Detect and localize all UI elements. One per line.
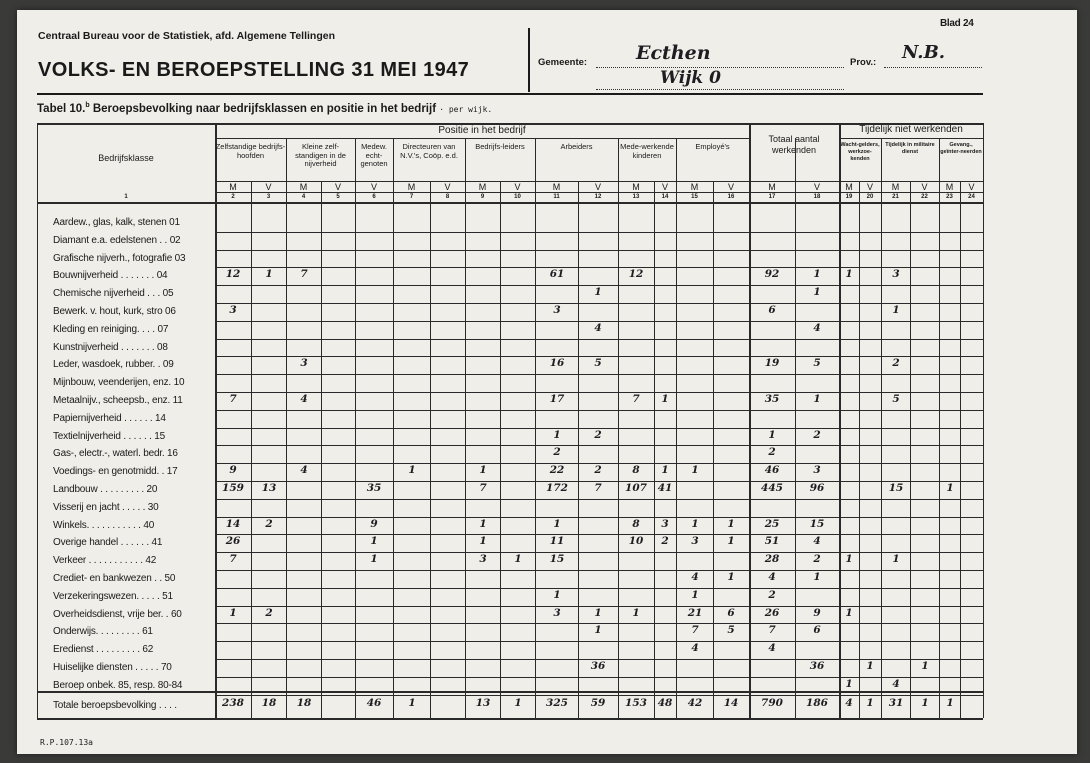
row-line	[215, 570, 983, 571]
row-label: Grafische nijverh., fotografie 03	[53, 253, 186, 264]
header-tijdelijk-group-1: Tijdelijk in militaire dienst	[885, 142, 935, 155]
table-cell: 107	[625, 482, 647, 494]
table-cell: 1	[229, 607, 237, 619]
row-label: Huiselijke diensten . . . . . 70	[53, 662, 172, 673]
row-label: Overheidsdienst, vrije ber. . 60	[53, 609, 182, 620]
total-cell: 1	[946, 697, 954, 709]
gemeente-value: Ecthen	[636, 42, 711, 64]
grid-line	[37, 202, 983, 204]
table-cell: 172	[546, 482, 568, 494]
mv-label: V	[514, 182, 521, 192]
header-group-2: Medew. echt-genoten	[360, 142, 388, 168]
table-cell: 5	[594, 357, 602, 369]
table-cell: 4	[813, 535, 821, 547]
table-cell: 96	[809, 482, 825, 494]
header-group-6: Mede-werkende kinderen	[620, 142, 674, 160]
table-cell: 25	[764, 518, 780, 530]
total-cell: 18	[261, 697, 277, 709]
column-number: 12	[594, 194, 602, 200]
total-cell: 1	[408, 697, 416, 709]
prov-value: N.B.	[902, 42, 946, 63]
table-title-text: Beroepsbevolking naar bedrijfsklassen en positie in het bedrijf	[89, 102, 437, 115]
mv-label: V	[866, 182, 873, 192]
table-cell: 26	[225, 535, 241, 547]
table-cell: 3	[479, 553, 487, 565]
table-cell: 7	[594, 482, 602, 494]
row-label: Overige handel . . . . . . 41	[53, 537, 163, 548]
table-cell: 7	[229, 393, 237, 405]
table-cell: 1	[479, 464, 487, 476]
table-left-border	[37, 123, 38, 718]
table-cell: 1	[691, 518, 699, 530]
table-cell: 17	[549, 393, 565, 405]
column-line	[960, 181, 961, 718]
column-line	[578, 181, 579, 718]
column-number: 3	[266, 194, 271, 200]
table-cell: 1	[553, 589, 561, 601]
table-cell: 11	[549, 535, 565, 547]
table-cell: 3	[813, 464, 821, 476]
total-cell: 1	[514, 697, 522, 709]
row-label: Metaalnijv., scheepsb., enz. 11	[53, 395, 183, 406]
table-title-sub: · per wijk.	[439, 104, 493, 114]
mv-label: M	[552, 182, 561, 192]
mv-label: V	[813, 182, 820, 192]
column-line	[839, 123, 841, 718]
table-cell: 1	[408, 464, 416, 476]
mv-label: M	[891, 182, 900, 192]
table-cell: 12	[225, 268, 241, 280]
mv-label: V	[727, 182, 734, 192]
total-cell: 48	[657, 697, 673, 709]
row-label: Textielnijverheid . . . . . . 15	[53, 431, 165, 442]
table-cell: 22	[549, 464, 565, 476]
row-label: Papiernijverheid . . . . . . 14	[53, 413, 166, 424]
table-cell: 4	[594, 322, 602, 334]
table-cell: 6	[768, 304, 776, 316]
mv-label: V	[444, 182, 451, 192]
total-cell: 790	[761, 697, 783, 709]
table-cell: 2	[553, 446, 561, 458]
table-cell: 445	[761, 482, 783, 494]
column-number: 13	[632, 194, 640, 200]
table-cell: 1	[813, 571, 821, 583]
table-cell: 1	[813, 286, 821, 298]
mv-label: V	[265, 182, 272, 192]
column-number: 24	[968, 194, 975, 200]
total-cell: 1	[866, 697, 874, 709]
total-row-label: Totale beroepsbevolking . . . .	[53, 700, 177, 711]
table-cell: 1	[661, 393, 669, 405]
table-cell: 7	[691, 624, 699, 636]
row-line	[215, 641, 983, 642]
table-cell: 4	[691, 642, 699, 654]
column-number: 9	[480, 194, 485, 200]
column-line	[654, 181, 655, 718]
row-line	[215, 677, 983, 678]
mv-label: V	[968, 182, 975, 192]
row-line	[215, 374, 983, 375]
table-cell: 1	[845, 553, 853, 565]
column-number: 8	[445, 194, 450, 200]
total-cell: 153	[625, 697, 647, 709]
row-label: Diamant e.a. edelstenen . . 02	[53, 235, 181, 246]
table-cell: 3	[691, 535, 699, 547]
row-line	[215, 250, 983, 251]
total-cell: 31	[888, 697, 904, 709]
table-cell: 1	[892, 553, 900, 565]
table-cell: 1	[691, 589, 699, 601]
table-cell: 2	[265, 518, 273, 530]
table-cell: 19	[764, 357, 780, 369]
grid-line	[37, 718, 983, 720]
total-cell: 4	[845, 697, 853, 709]
table-cell: 6	[813, 624, 821, 636]
header-tijdelijk-group-0: Wacht-gelders, werkzoe-kenden	[840, 142, 880, 162]
table-cell: 9	[229, 464, 237, 476]
header-tijdelijk-group-2: Gevang., geïnter-neerden	[940, 142, 982, 155]
mv-label: M	[299, 182, 308, 192]
row-label: Aardew., glas, kalk, stenen 01	[53, 217, 180, 228]
header-tijdelijk: Tijdelijk niet werkenden	[859, 124, 963, 135]
table-cell: 7	[632, 393, 640, 405]
column-number: 15	[691, 194, 698, 200]
row-line	[215, 445, 983, 446]
table-cell: 9	[370, 518, 378, 530]
row-label: Eredienst . . . . . . . . . 62	[53, 644, 154, 655]
table-cell: 1	[370, 553, 378, 565]
total-cell: 325	[546, 697, 568, 709]
table-cell: 6	[727, 607, 735, 619]
table-cell: 3	[553, 304, 561, 316]
mv-label: V	[334, 182, 341, 192]
column-line	[859, 181, 860, 718]
total-cell: 13	[475, 697, 491, 709]
table-cell: 7	[479, 482, 487, 494]
column-number: 22	[921, 194, 928, 200]
grid-line	[215, 192, 983, 193]
mv-label: M	[407, 182, 416, 192]
mv-label: M	[690, 182, 699, 192]
grid-line	[37, 691, 983, 693]
row-line	[215, 392, 983, 393]
mv-label: M	[632, 182, 640, 192]
table-cell: 1	[514, 553, 522, 565]
sheet-number: Blad 24	[940, 18, 974, 29]
mv-label: M	[845, 182, 853, 192]
column-line	[749, 123, 751, 718]
table-cell: 4	[300, 464, 308, 476]
column-number: 14	[661, 194, 669, 200]
table-cell: 8	[632, 464, 640, 476]
row-line	[215, 339, 983, 340]
prov-label: Prov.:	[850, 57, 877, 68]
table-cell: 3	[553, 607, 561, 619]
table-cell: 1	[921, 660, 929, 672]
column-number: 1	[124, 194, 128, 200]
column-line	[910, 181, 911, 718]
column-number: 11	[553, 194, 560, 200]
table-cell: 2	[661, 535, 669, 547]
column-number: 19	[845, 194, 853, 200]
row-line	[215, 552, 983, 553]
table-cell: 2	[892, 357, 900, 369]
total-cell: 59	[590, 697, 606, 709]
column-line	[321, 181, 322, 718]
row-label: Chemische nijverheid . . . 05	[53, 288, 174, 299]
header-group-1: Kleine zelf-standigen in de nijverheid	[295, 142, 346, 168]
column-number: 20	[866, 194, 874, 200]
header-bedrijfsklasse: Bedrijfsklasse	[98, 153, 154, 163]
row-line	[215, 517, 983, 518]
total-cell: 1	[921, 697, 929, 709]
table-cell: 4	[892, 678, 900, 690]
column-number: 4	[301, 194, 306, 200]
table-title-prefix: Tabel 10.	[37, 102, 86, 115]
total-cell: 238	[222, 697, 244, 709]
table-cell: 1	[946, 482, 954, 494]
total-cell: 14	[723, 697, 739, 709]
row-label: Kleding en reiniging. . . . 07	[53, 324, 169, 335]
column-number: 6	[372, 194, 376, 200]
table-cell: 1	[845, 607, 853, 619]
row-label: Beroep onbek. 85, resp. 80-84	[53, 680, 183, 691]
table-cell: 35	[764, 393, 780, 405]
table-cell: 1	[727, 571, 735, 583]
row-label: Mijnbouw, veenderijen, enz. 10	[53, 377, 185, 388]
table-cell: 12	[628, 268, 644, 280]
table-cell: 5	[727, 624, 735, 636]
table-cell: 1	[866, 660, 874, 672]
table-cell: 15	[549, 553, 565, 565]
total-cell: 18	[296, 697, 312, 709]
mv-label: V	[594, 182, 601, 192]
table-cell: 8	[632, 518, 640, 530]
table-cell: 21	[687, 607, 703, 619]
table-cell: 1	[892, 304, 900, 316]
table-cell: 51	[764, 535, 780, 547]
table-cell: 1	[845, 268, 853, 280]
table-cell: 1	[553, 429, 561, 441]
table-cell: 2	[768, 589, 776, 601]
table-cell: 4	[691, 571, 699, 583]
table-cell: 159	[222, 482, 244, 494]
table-cell: 5	[892, 393, 900, 405]
table-right-border	[983, 123, 984, 718]
grid-line	[839, 138, 983, 139]
column-line	[251, 181, 252, 718]
row-label: Winkels. . . . . . . . . . . 40	[53, 520, 155, 531]
row-line	[215, 588, 983, 589]
header-group-3: Directeuren van N.V.'s, Coöp. e.d.	[400, 142, 458, 160]
table-cell: 1	[479, 518, 487, 530]
table-cell: 36	[590, 660, 606, 672]
table-cell: 14	[225, 518, 241, 530]
table-cell: 5	[813, 357, 821, 369]
row-label: Kunstnijverheid . . . . . . . 08	[53, 342, 168, 353]
header-group-0: Zelfstandige bedrijfs-hoofden	[215, 142, 286, 160]
table-cell: 15	[888, 482, 904, 494]
table-cell: 2	[594, 464, 602, 476]
table-title-sup: b	[85, 102, 90, 109]
table-cell: 1	[661, 464, 669, 476]
row-label: Gas-, electr.-, waterl. bedr. 16	[53, 448, 178, 459]
row-label: Bewerk. v. hout, kurk, stro 06	[53, 306, 176, 317]
table-cell: 1	[479, 535, 487, 547]
total-cell: 46	[366, 697, 382, 709]
table-cell: 92	[764, 268, 780, 280]
organisation-name: Centraal Bureau voor de Statistiek, afd. Algemene Tellingen	[38, 30, 335, 42]
row-line	[215, 534, 983, 535]
table-cell: 1	[370, 535, 378, 547]
table-cell: 2	[813, 429, 821, 441]
total-cell: 186	[806, 697, 828, 709]
table-cell: 1	[691, 464, 699, 476]
mv-label: M	[478, 182, 487, 192]
table-cell: 1	[768, 429, 776, 441]
header-group-7: Employé's	[695, 142, 730, 151]
table-cell: 1	[813, 393, 821, 405]
table-cell: 15	[809, 518, 825, 530]
row-label: Voedings- en genotmidd. . 17	[53, 466, 178, 477]
table-cell: 3	[661, 518, 669, 530]
mv-label: V	[921, 182, 928, 192]
table-cell: 1	[265, 268, 273, 280]
table-cell: 1	[594, 624, 602, 636]
header-group-4: Bedrijfs-leiders	[475, 142, 525, 151]
column-number: 5	[336, 194, 340, 200]
header-group-5: Arbeiders	[560, 142, 593, 151]
gemeente-label: Gemeente:	[538, 57, 588, 68]
table-cell: 4	[813, 322, 821, 334]
table-cell: 1	[594, 607, 602, 619]
mv-label: M	[768, 182, 776, 192]
table-cell: 41	[657, 482, 673, 494]
row-label: Verkeer . . . . . . . . . . . 42	[53, 555, 157, 566]
row-line	[215, 499, 983, 500]
table-cell: 2	[813, 553, 821, 565]
row-line	[215, 303, 983, 304]
column-number: 17	[768, 194, 776, 200]
column-line	[500, 181, 501, 718]
column-line	[713, 181, 714, 718]
table-cell: 10	[628, 535, 644, 547]
table-cell: 1	[813, 268, 821, 280]
grid-line	[215, 138, 749, 139]
table-cell: 61	[549, 268, 565, 280]
row-line	[215, 695, 983, 696]
header-totaal: Totaal aantal werkenden	[768, 134, 820, 155]
table-cell: 3	[229, 304, 237, 316]
table-cell: 7	[768, 624, 776, 636]
form-code: R.P.107.13a	[40, 738, 93, 747]
table-cell: 7	[229, 553, 237, 565]
form-title: VOLKS- EN BEROEPSTELLING 31 MEI 1947	[38, 59, 470, 81]
row-label: Verzekeringswezen. . . . . 51	[53, 591, 173, 602]
mv-label: M	[945, 182, 954, 192]
row-label: Bouwnijverheid . . . . . . . 04	[53, 270, 168, 281]
mv-label: V	[370, 182, 377, 192]
table-cell: 1	[845, 678, 853, 690]
column-number: 18	[813, 194, 821, 200]
table-cell: 36	[809, 660, 825, 672]
column-number: 2	[231, 194, 235, 200]
table-cell: 4	[768, 571, 776, 583]
row-line	[215, 267, 983, 268]
column-number: 16	[727, 194, 735, 200]
table-cell: 1	[727, 518, 735, 530]
table-cell: 16	[549, 357, 565, 369]
table-cell: 3	[892, 268, 900, 280]
table-cell: 28	[764, 553, 780, 565]
table-cell: 3	[300, 357, 308, 369]
table-cell: 2	[594, 429, 602, 441]
table-cell: 13	[261, 482, 277, 494]
table-cell: 26	[764, 607, 780, 619]
wijk-value: Wijk 0	[660, 68, 721, 88]
row-line	[215, 232, 983, 233]
table-cell: 9	[813, 607, 821, 619]
header-positie: Positie in het bedrijf	[438, 125, 526, 136]
table-cell: 2	[768, 446, 776, 458]
table-cell: 35	[366, 482, 382, 494]
mv-label: V	[661, 182, 668, 192]
row-label: Crediet- en bankwezen . . 50	[53, 573, 176, 584]
table-cell: 1	[553, 518, 561, 530]
column-number: 21	[892, 194, 899, 200]
table-cell: 46	[764, 464, 780, 476]
row-label: Leder, wasdoek, rubber. . 09	[53, 359, 174, 370]
column-number: 7	[409, 194, 414, 200]
grid-line	[37, 123, 983, 125]
table-cell: 1	[727, 535, 735, 547]
row-label: Onderwijs. . . . . . . . . 61	[53, 626, 153, 637]
row-label: Landbouw . . . . . . . . . 20	[53, 484, 158, 495]
column-number: 10	[514, 194, 521, 200]
row-line	[215, 410, 983, 411]
column-line	[430, 181, 431, 718]
total-cell: 42	[687, 697, 703, 709]
mv-label: M	[229, 182, 237, 192]
table-cell: 4	[300, 393, 308, 405]
table-cell: 1	[594, 286, 602, 298]
table-cell: 7	[300, 268, 308, 280]
table-cell: 1	[632, 607, 640, 619]
table-cell: 4	[768, 642, 776, 654]
table-cell: 2	[265, 607, 273, 619]
column-number: 23	[946, 194, 953, 200]
row-label: Visserij en jacht . . . . . 30	[53, 502, 159, 513]
column-line	[215, 123, 217, 718]
